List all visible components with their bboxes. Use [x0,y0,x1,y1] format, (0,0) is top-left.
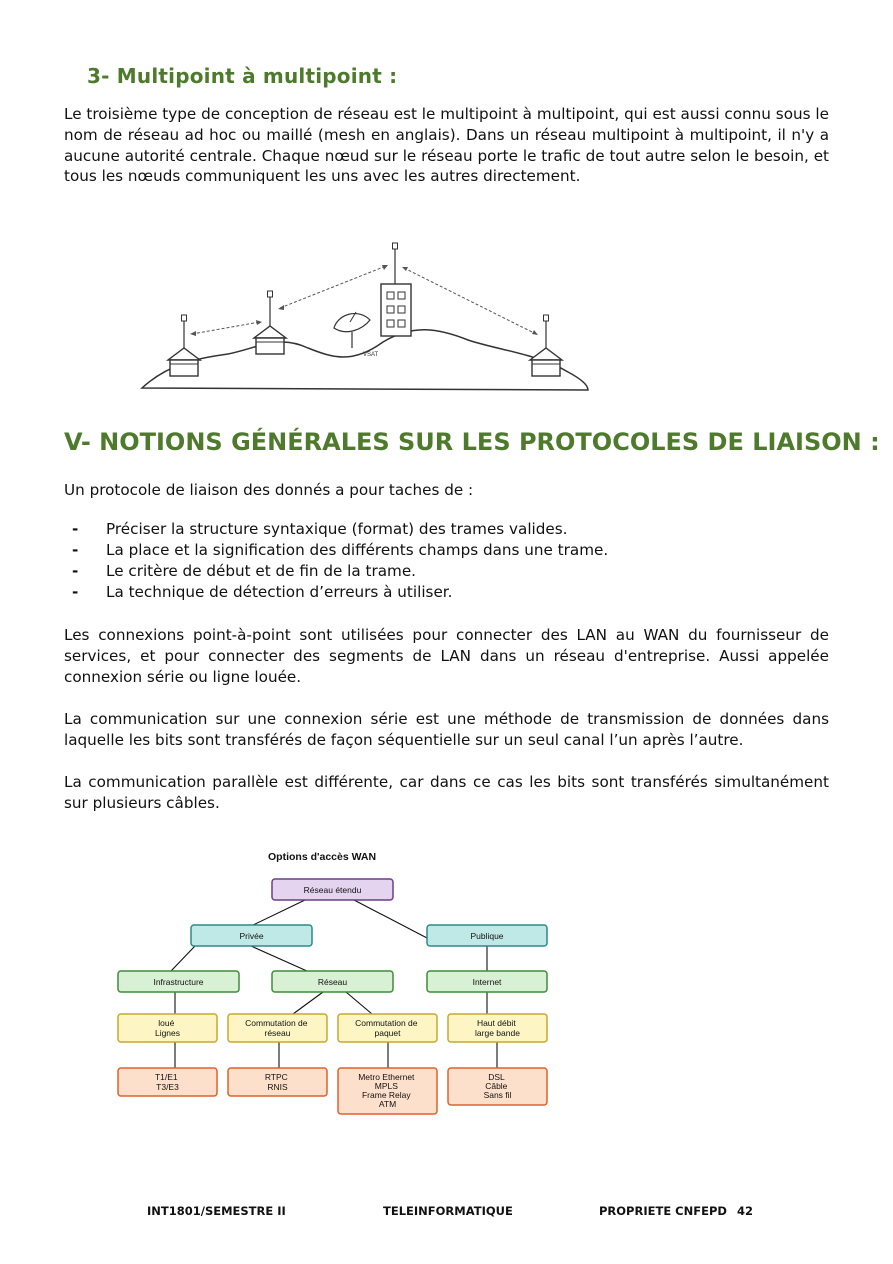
node-reseau-etendu-label: Réseau étendu [303,885,362,895]
node-privee-label: Privée [239,931,264,941]
svg-text:Haut débit large bande: Haut débit large bande [475,1018,520,1038]
svg-text:RTPC RNIS: RTPC RNIS [264,1072,288,1092]
list-item: - La place et la signification des différents champs dans une trame. [72,541,609,559]
svg-text:T1/E1 T3/E3: T1/E1 T3/E3 [154,1072,179,1092]
parallel-paragraph: La communication parallèle est différente, car dans ce cas les bits sont transférés simultanément sur plusieurs câbles. [64,773,829,812]
terrain-hill [142,330,588,390]
node-infrastructure-label: Infrastructure [153,977,204,987]
list-item: - La technique de détection d’erreurs à utiliser. [72,583,453,601]
wan-options-diagram [110,844,560,1124]
footer-owner: PROPRIETE CNFEPD [599,1204,727,1218]
section-5-intro: Un protocole de liaison des donnés a pour taches de : [64,481,474,499]
section-3-title: 3- Multipoint à multipoint : [87,64,398,88]
house-left-icon [168,315,200,376]
footer-course: INT1801/SEMESTRE II [147,1204,286,1218]
node-reseau-label: Réseau [317,977,348,987]
node-publique-label: Publique [470,931,504,941]
svg-text:DSL Câble Sans fil: DSL Câble Sans fil [483,1072,512,1100]
vsat-label: VSAT [363,352,379,358]
section-5-title: V- NOTIONS GÉNÉRALES SUR LES PROTOCOLES DE LIAISON : [64,428,880,456]
section-3-paragraph: Le troisième type de conception de réseau est le multipoint à multipoint, qui est aussi connu sous le nom de réseau ad hoc ou maillé (mesh en anglais). Dans un réseau multipoint à multipoint, il n'y a aucune autorité centrale. Chaque nœud sur le réseau porte le trafic de tout autre selon le besoin, et tous les nœuds communiquent les uns avec les autres directement. [64,105,829,186]
serial-paragraph: La communication sur une connexion série est une méthode de transmission de données dans laquelle les bits sont transférés de façon séquentielle sur un seul canal l’un après l’autre. [64,710,829,749]
list-item: - Le critère de début et de fin de la trame. [72,562,417,580]
node-internet-label: Internet [472,977,502,987]
page-number: 42 [737,1204,754,1218]
svg-text:loué Lignes: loué Lignes [154,1018,181,1038]
wan-diagram-title: Options d'accès WAN [268,851,377,863]
vsat-dish-icon [334,312,379,358]
footer-subject: TELEINFORMATIQUE [383,1204,513,1218]
building-icon [381,243,411,336]
list-item: - Préciser la structure syntaxique (format) des trames valides. [72,520,568,538]
svg-text:Commutation de paquet: Commutation de paquet [355,1018,418,1038]
multipoint-network-figure [138,236,594,396]
point-to-point-paragraph: Les connexions point-à-point sont utilisées pour connecter des LAN au WAN du fournisseur de services, et pour connecter des segments de LAN dans un réseau d'entreprise. Aussi appelée connexion série ou ligne louée. [64,626,829,686]
task-list [64,519,608,603]
svg-text:Metro Ethernet MPLS Fr: Metro Ethernet MPLS Frame Relay ATM [358,1072,415,1109]
house-right-icon [530,315,562,376]
svg-text:Commutation de réseau: Commutation de réseau [245,1018,308,1038]
